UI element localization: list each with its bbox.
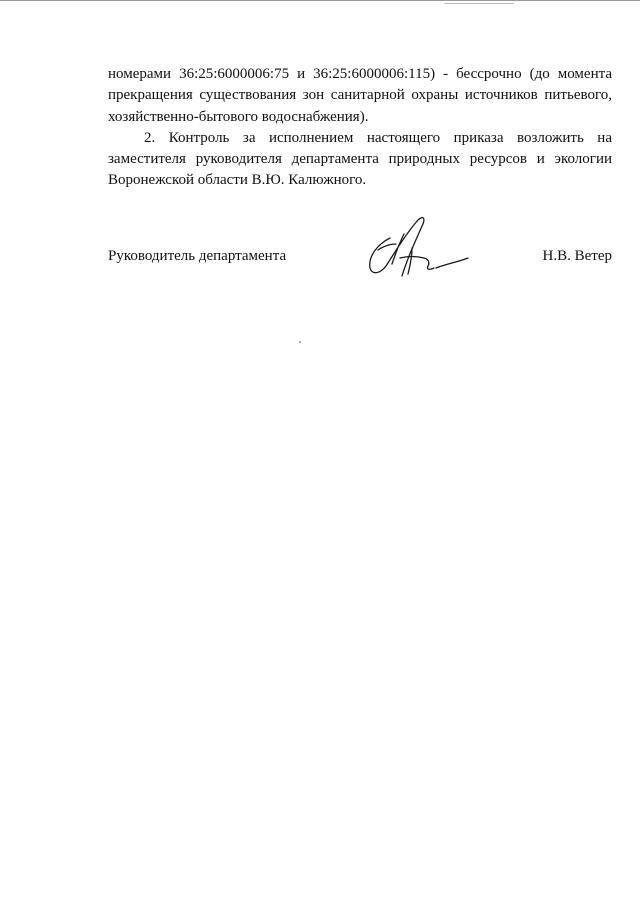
scan-speck [299, 341, 301, 343]
scan-edge-top [0, 0, 640, 1]
signer-name: Н.В. Ветер [542, 248, 612, 264]
handwritten-signature [360, 212, 472, 284]
signer-title: Руководитель департамента [108, 248, 287, 264]
document-body [108, 64, 612, 192]
scan-edge-mark [444, 3, 514, 4]
paragraph-item-2: 2. Контроль за исполнением настоящего приказа возложить на заместителя руководителя департамента природных ресурсов и экологии Воронежской области В.Ю. Калюжного. [108, 129, 612, 189]
paragraph-continuation: номерами 36:25:6000006:75 и 36:25:6000006:115) - бессрочно (до момента прекращения существования зон санитарной охраны источников питьевого, хозяйственно-бытового водоснабжения). [108, 66, 612, 125]
